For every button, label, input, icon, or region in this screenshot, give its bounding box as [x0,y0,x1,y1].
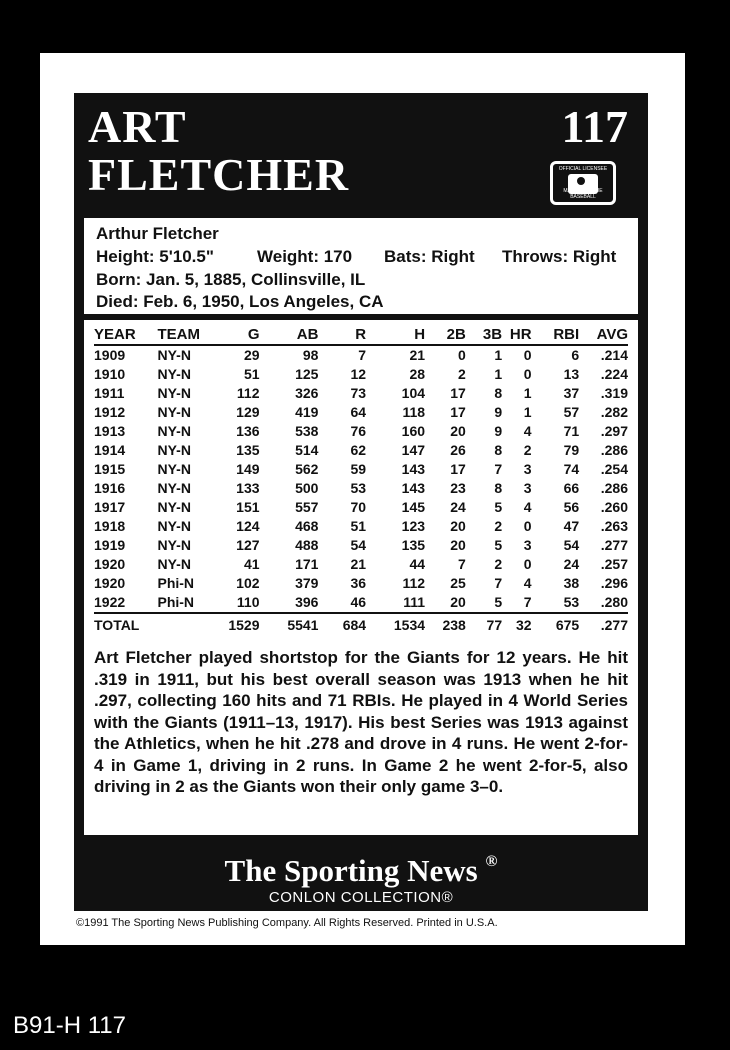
column-header-2b: 2B [425,324,466,345]
stat-cell-2b: 20 [450,594,466,610]
total-cell-year: TOTAL [94,613,157,636]
stat-cell-h: 143 [401,480,426,496]
stats-row [94,403,628,422]
stat-cell-rbi: 54 [563,537,580,553]
stat-cell-rbi: 57 [563,404,580,420]
stat-cell-r: 70 [350,499,367,515]
stat-cell-avg: .297 [600,423,628,439]
stat-cell-ab: 488 [295,537,319,553]
stat-cell-year: 1919 [94,537,126,553]
stat-cell-h: 143 [401,461,426,477]
stat-cell-r: 36 [350,575,367,591]
stats-row [94,593,628,613]
stat-cell-year: 1916 [94,480,126,496]
stat-cell-ab: 419 [295,404,319,420]
full-name: Arthur Fletcher [96,224,219,243]
stat-cell-g: 149 [236,461,260,477]
stat-cell-r: 51 [350,518,367,534]
baseball-card-back [40,53,685,945]
stat-cell-avg: .296 [600,575,628,591]
stat-cell-r: 54 [350,537,367,553]
stat-cell-3b: 1 [494,347,503,363]
stat-cell-h: 44 [409,556,426,572]
stat-cell-r: 53 [350,480,367,496]
stat-cell-year: 1922 [94,594,126,610]
stat-cell-h: 147 [401,442,426,458]
stat-cell-team: NY-N [157,366,191,382]
stat-cell-avg: .254 [600,461,628,477]
stat-cell-h: 160 [401,423,426,439]
stat-cell-h: 135 [401,537,426,553]
stat-cell-hr: 7 [523,594,532,610]
total-cell-3b: 77 [466,613,502,636]
stat-cell-2b: 17 [450,385,466,401]
stat-cell-hr: 0 [523,518,532,534]
stat-cell-g: 135 [236,442,260,458]
stat-cell-2b: 2 [458,366,466,382]
stat-cell-ab: 468 [295,518,319,534]
stat-cell-hr: 3 [523,480,532,496]
stat-cell-avg: .286 [600,442,628,458]
stats-row [94,441,628,460]
stat-cell-year: 1913 [94,423,126,439]
stats-total-row [94,613,628,636]
stat-cell-team: NY-N [157,404,191,420]
stat-cell-2b: 20 [450,518,466,534]
logo-top-text: OFFICIAL LICENSEE [558,166,608,172]
stat-cell-ab: 500 [295,480,319,496]
stats-box [84,320,638,835]
stat-cell-r: 73 [350,385,367,401]
player-last-name: FLETCHER [88,149,350,200]
stat-cell-ab: 538 [295,423,319,439]
stat-cell-hr: 4 [523,423,532,439]
card-panel [74,93,648,911]
stats-row [94,422,628,441]
stat-cell-2b: 17 [450,461,466,477]
stat-cell-h: 145 [401,499,426,515]
stat-cell-ab: 125 [295,366,319,382]
stat-cell-avg: .286 [600,480,628,496]
stat-cell-ab: 326 [295,385,319,401]
column-header-rbi: RBI [532,324,580,345]
stats-row [94,460,628,479]
column-header-h: H [366,324,425,345]
total-cell-avg: .277 [579,613,628,636]
column-header-year: YEAR [94,324,157,345]
card-number: 117 [561,101,628,152]
stat-cell-g: 129 [236,404,260,420]
stat-cell-r: 59 [350,461,367,477]
stat-cell-year: 1909 [94,347,126,363]
stat-cell-hr: 0 [523,366,532,382]
column-header-team: TEAM [157,324,218,345]
stat-cell-2b: 17 [450,404,466,420]
stat-cell-3b: 8 [494,480,503,496]
stat-cell-2b: 7 [458,556,466,572]
stat-cell-3b: 2 [494,556,503,572]
stat-cell-rbi: 74 [563,461,580,477]
stat-cell-team: NY-N [157,537,191,553]
copyright-text: ©1991 The Sporting News Publishing Company. All Rights Reserved. Printed in U.S.A. [76,917,498,929]
column-header-avg: AVG [579,324,628,345]
stat-cell-rbi: 53 [563,594,580,610]
stat-cell-2b: 20 [450,423,466,439]
stat-cell-rbi: 79 [563,442,580,458]
stat-cell-3b: 7 [494,575,503,591]
stat-cell-year: 1920 [94,556,126,572]
stat-cell-3b: 5 [494,537,503,553]
stat-cell-g: 136 [236,423,260,439]
stat-cell-hr: 1 [523,404,532,420]
total-cell-rbi: 675 [532,613,580,636]
total-cell-hr: 32 [502,613,531,636]
stats-row [94,536,628,555]
died: Died: Feb. 6, 1950, Los Angeles, CA [96,292,384,311]
stat-cell-r: 64 [350,404,367,420]
stat-cell-year: 1920 [94,575,126,591]
bio-paragraph: Art Fletcher played shortstop for the Giants for 12 years. He hit .319 in 1911, but his best overall season was 1913 when he hit .297, collecting 160 hits and 71 RBIs. He played in 4 World Series with the Giants (1911–13, 1917). His best Series was 1913 against the Athletics, when he hit .278 and drove in 4 runs. He went 2-for-4 in Game 1, driving in 2 runs. In Game 2 he went 2-for-5, also driving in 2 as the Giants won their only game 3–0. [94,648,628,796]
column-header-g: G [219,324,260,345]
stat-cell-h: 28 [409,366,426,382]
stat-cell-avg: .263 [600,518,628,534]
stat-cell-2b: 26 [450,442,466,458]
stat-cell-team: NY-N [157,347,191,363]
stat-cell-r: 21 [350,556,367,572]
column-header-r: R [318,324,366,345]
stat-cell-team: NY-N [157,518,191,534]
stats-row [94,365,628,384]
stat-cell-2b: 24 [450,499,466,515]
stat-cell-ab: 514 [295,442,319,458]
stat-cell-h: 111 [403,594,426,610]
stat-cell-h: 118 [402,404,426,420]
stat-cell-rbi: 71 [563,423,580,439]
total-cell-h: 1534 [366,613,425,636]
stats-row [94,345,628,365]
stat-cell-rbi: 37 [563,385,580,401]
stat-cell-ab: 98 [302,347,319,363]
stats-row [94,574,628,593]
total-cell-g: 1529 [219,613,260,636]
stat-cell-avg: .319 [600,385,628,401]
stat-cell-r: 62 [350,442,367,458]
stats-row [94,517,628,536]
stat-cell-ab: 379 [295,575,319,591]
weight: Weight: 170 [257,247,353,266]
stats-row [94,498,628,517]
total-cell-ab: 5541 [260,613,319,636]
stat-cell-hr: 0 [523,347,532,363]
stats-table [94,324,628,636]
scan-code-label: B91-H 117 [13,1012,126,1039]
stat-cell-rbi: 6 [571,347,580,363]
stat-cell-g: 51 [243,366,260,382]
stat-cell-rbi: 24 [563,556,580,572]
stat-cell-3b: 2 [494,518,503,534]
stats-header-row [94,324,628,345]
mlb-logo-icon [550,161,616,205]
stat-cell-hr: 3 [523,537,532,553]
column-header-hr: HR [502,324,531,345]
height: Height: 5'10.5" [96,247,214,266]
stat-cell-h: 123 [401,518,426,534]
stat-cell-g: 29 [243,347,260,363]
stat-cell-g: 41 [243,556,260,572]
stat-cell-2b: 0 [458,347,466,363]
stat-cell-avg: .224 [600,366,628,382]
stat-cell-g: 110 [236,594,260,610]
stat-cell-3b: 5 [494,594,503,610]
stat-cell-avg: .260 [600,499,628,515]
stat-cell-g: 151 [236,499,260,515]
stat-cell-year: 1910 [94,366,126,382]
stat-cell-h: 21 [409,347,426,363]
brand-wordmark: The Sporting News [224,853,478,888]
stat-cell-ab: 396 [295,594,319,610]
bats: Bats: Right [384,247,475,266]
stat-cell-year: 1915 [94,461,126,477]
stat-cell-3b: 8 [494,442,503,458]
stat-cell-avg: .282 [600,404,628,420]
stat-cell-g: 124 [236,518,260,534]
stat-cell-3b: 9 [494,404,503,420]
stat-cell-rbi: 47 [563,518,580,534]
registered-mark: ® [485,853,498,870]
total-cell-r: 684 [318,613,366,636]
stat-cell-year: 1918 [94,518,126,534]
stats-row [94,479,628,498]
stat-cell-team: NY-N [157,556,191,572]
stat-cell-team: NY-N [157,499,191,515]
stat-cell-team: NY-N [157,480,191,496]
stat-cell-r: 46 [350,594,367,610]
throws: Throws: Right [502,247,617,266]
stat-cell-avg: .280 [600,594,628,610]
stat-cell-hr: 4 [523,499,532,515]
stat-cell-3b: 5 [494,499,503,515]
stat-cell-r: 76 [350,423,367,439]
stat-cell-hr: 2 [523,442,532,458]
stat-cell-2b: 23 [450,480,466,496]
stat-cell-year: 1914 [94,442,126,458]
stat-cell-ab: 557 [295,499,319,515]
stat-cell-3b: 9 [494,423,503,439]
born: Born: Jan. 5, 1885, Collinsville, IL [96,270,366,289]
stat-cell-3b: 7 [494,461,503,477]
stat-cell-team: Phi-N [157,575,195,591]
stat-cell-2b: 25 [450,575,466,591]
stat-cell-ab: 562 [295,461,319,477]
stat-cell-g: 133 [236,480,260,496]
stat-cell-g: 112 [236,385,260,401]
stat-cell-g: 127 [236,537,260,553]
stat-cell-team: Phi-N [157,594,195,610]
stats-row [94,555,628,574]
stat-cell-g: 102 [236,575,260,591]
stat-cell-year: 1911 [94,385,125,401]
stat-cell-r: 7 [358,347,367,363]
stat-cell-r: 12 [350,366,367,382]
stat-cell-avg: .277 [600,537,628,553]
stat-cell-rbi: 56 [563,499,580,515]
stat-cell-ab: 171 [295,556,319,572]
total-cell-2b: 238 [425,613,466,636]
stat-cell-year: 1912 [94,404,126,420]
column-header-ab: AB [260,324,319,345]
logo-bottom-text: MAJOR LEAGUE BASEBALL [563,188,603,200]
stat-cell-avg: .257 [600,556,628,572]
total-cell-team [157,613,218,636]
stat-cell-team: NY-N [157,423,191,439]
stat-cell-2b: 20 [450,537,466,553]
stat-cell-3b: 1 [494,366,503,382]
bio-box [84,218,638,314]
stat-cell-hr: 3 [523,461,532,477]
stat-cell-h: 112 [402,575,426,591]
stat-cell-hr: 1 [523,385,532,401]
player-first-name: ART [88,101,187,152]
stats-row [94,384,628,403]
stat-cell-team: NY-N [157,442,191,458]
stat-cell-rbi: 66 [563,480,580,496]
brand-name [74,853,648,889]
stat-cell-hr: 4 [523,575,532,591]
stat-cell-rbi: 13 [563,366,580,382]
stat-cell-hr: 0 [523,556,532,572]
stat-cell-3b: 8 [494,385,503,401]
player-name [88,103,349,199]
column-header-3b: 3B [466,324,502,345]
stat-cell-avg: .214 [600,347,628,363]
stat-cell-h: 104 [401,385,426,401]
stat-cell-team: NY-N [157,461,191,477]
stat-cell-rbi: 38 [563,575,580,591]
collection-name: CONLON COLLECTION® [268,889,454,906]
stat-cell-year: 1917 [94,499,126,515]
stat-cell-team: NY-N [157,385,191,401]
